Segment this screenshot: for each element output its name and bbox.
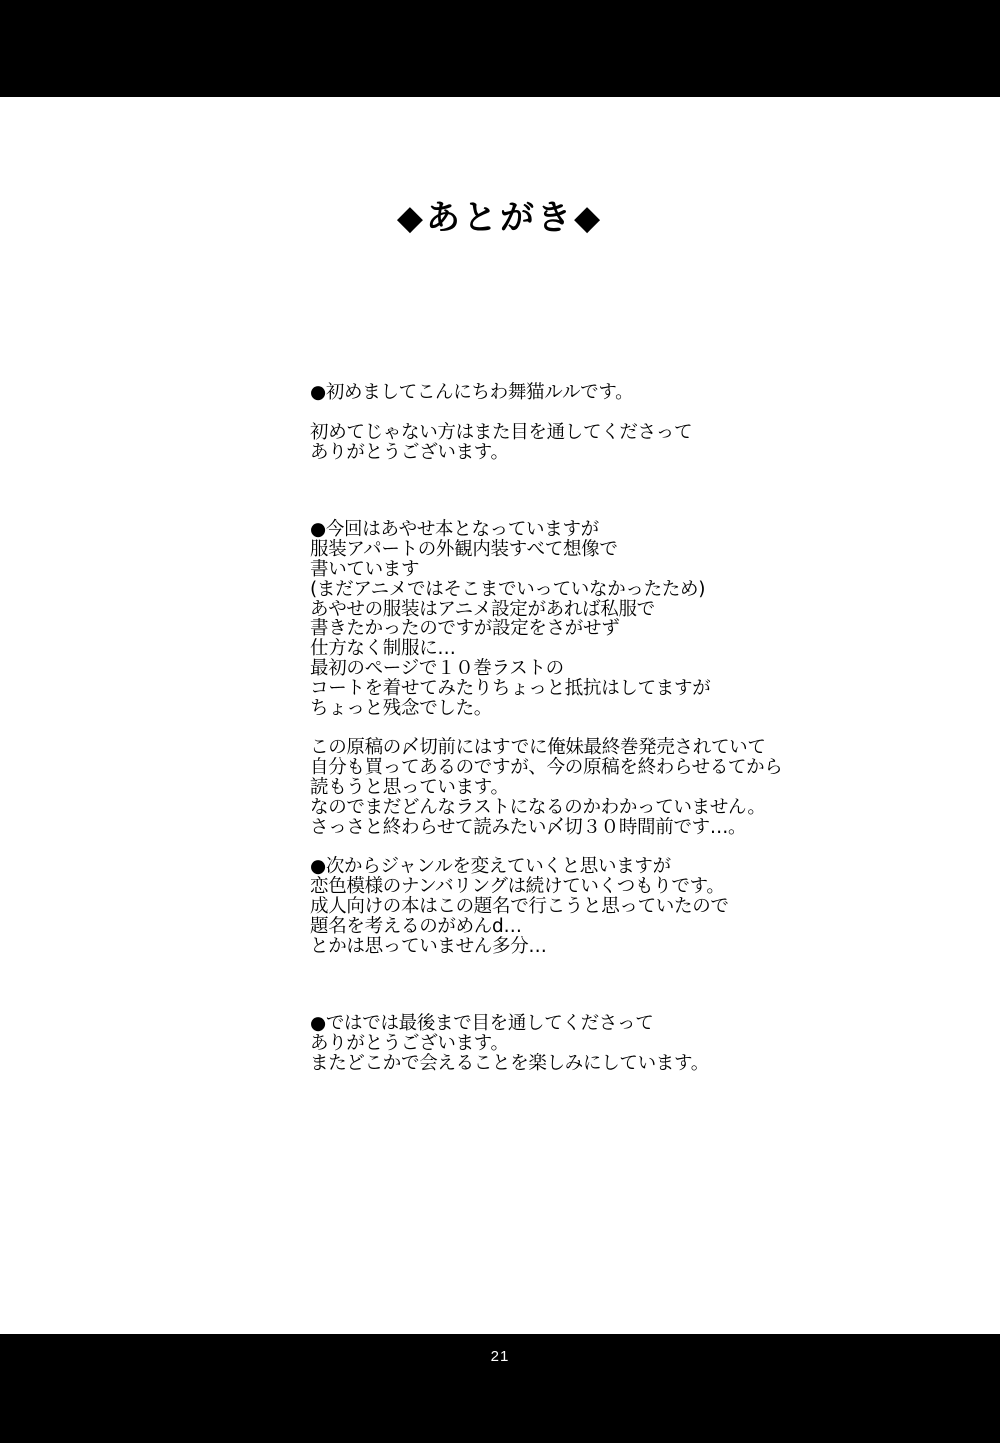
text-line: ありがとうございます。	[310, 441, 509, 463]
text-line: 初めてじゃない方はまた目を通してくださって	[310, 421, 693, 443]
top-black-border	[0, 0, 1000, 97]
text-line: 題名を考えるのがめんd…	[310, 915, 522, 937]
text-line: コートを着せてみたりちょっと抵抗はしてますが	[310, 677, 711, 699]
text-line: 成人向けの本はこの題名で行こうと思っていたので	[310, 895, 729, 917]
paragraph-thanks	[310, 423, 870, 463]
paragraph-next-genre	[310, 857, 870, 956]
text-line: 自分も買ってあるのですが、今の原稿を終わらせるてから	[310, 757, 783, 779]
text-line: 恋色模様のナンバリングは続けていくつもりです。	[310, 876, 725, 898]
text-line: 読もうと思っています。	[310, 776, 509, 798]
text-line: ●ではでは最後まで目を通してくださって	[310, 1013, 654, 1035]
text-line: ありがとうございます。	[310, 1033, 509, 1055]
text-line: 服装アパートの外観内装すべて想像で	[310, 539, 618, 561]
text-line: ●今回はあやせ本となっていますが	[310, 519, 599, 541]
text-line: ちょっと残念でした。	[310, 697, 493, 719]
text-line: 最初のページで１０巻ラストの	[310, 657, 564, 679]
text-line: とかは思っていません多分…	[310, 935, 547, 957]
afterword-body	[310, 383, 870, 1074]
text-line: 仕方なく制服に…	[310, 638, 456, 660]
paragraph-deadline	[310, 738, 870, 837]
text-line: (まだアニメではそこまでいっていなかったため)	[310, 578, 706, 600]
paragraph-greeting	[310, 383, 870, 403]
text-line: さっさと終わらせて読みたい〆切３０時間前です…。	[310, 816, 747, 838]
text-line: あやせの服装はアニメ設定があれば私服で	[310, 598, 655, 620]
paragraph-about-book	[310, 520, 870, 718]
paragraph-closing	[310, 1014, 870, 1073]
text-line: またどこかで会えることを楽しみにしています。	[310, 1052, 709, 1074]
page-number: 21	[490, 1348, 510, 1365]
page-title: ◆あとがき◆	[396, 198, 604, 238]
text-line: この原稿の〆切前にはすでに俺妹最終巻発売されていて	[310, 737, 766, 759]
text-line: 書きたかったのですが設定をさがせず	[310, 618, 620, 640]
text-line: ●次からジャンルを変えていくと思いますが	[310, 856, 671, 878]
text-line: なのでまだどんなラストになるのかわかっていません。	[310, 796, 766, 818]
text-line: ●初めましてこんにちわ舞猫ルルです。	[310, 382, 634, 403]
text-line: 書いています	[310, 558, 420, 580]
